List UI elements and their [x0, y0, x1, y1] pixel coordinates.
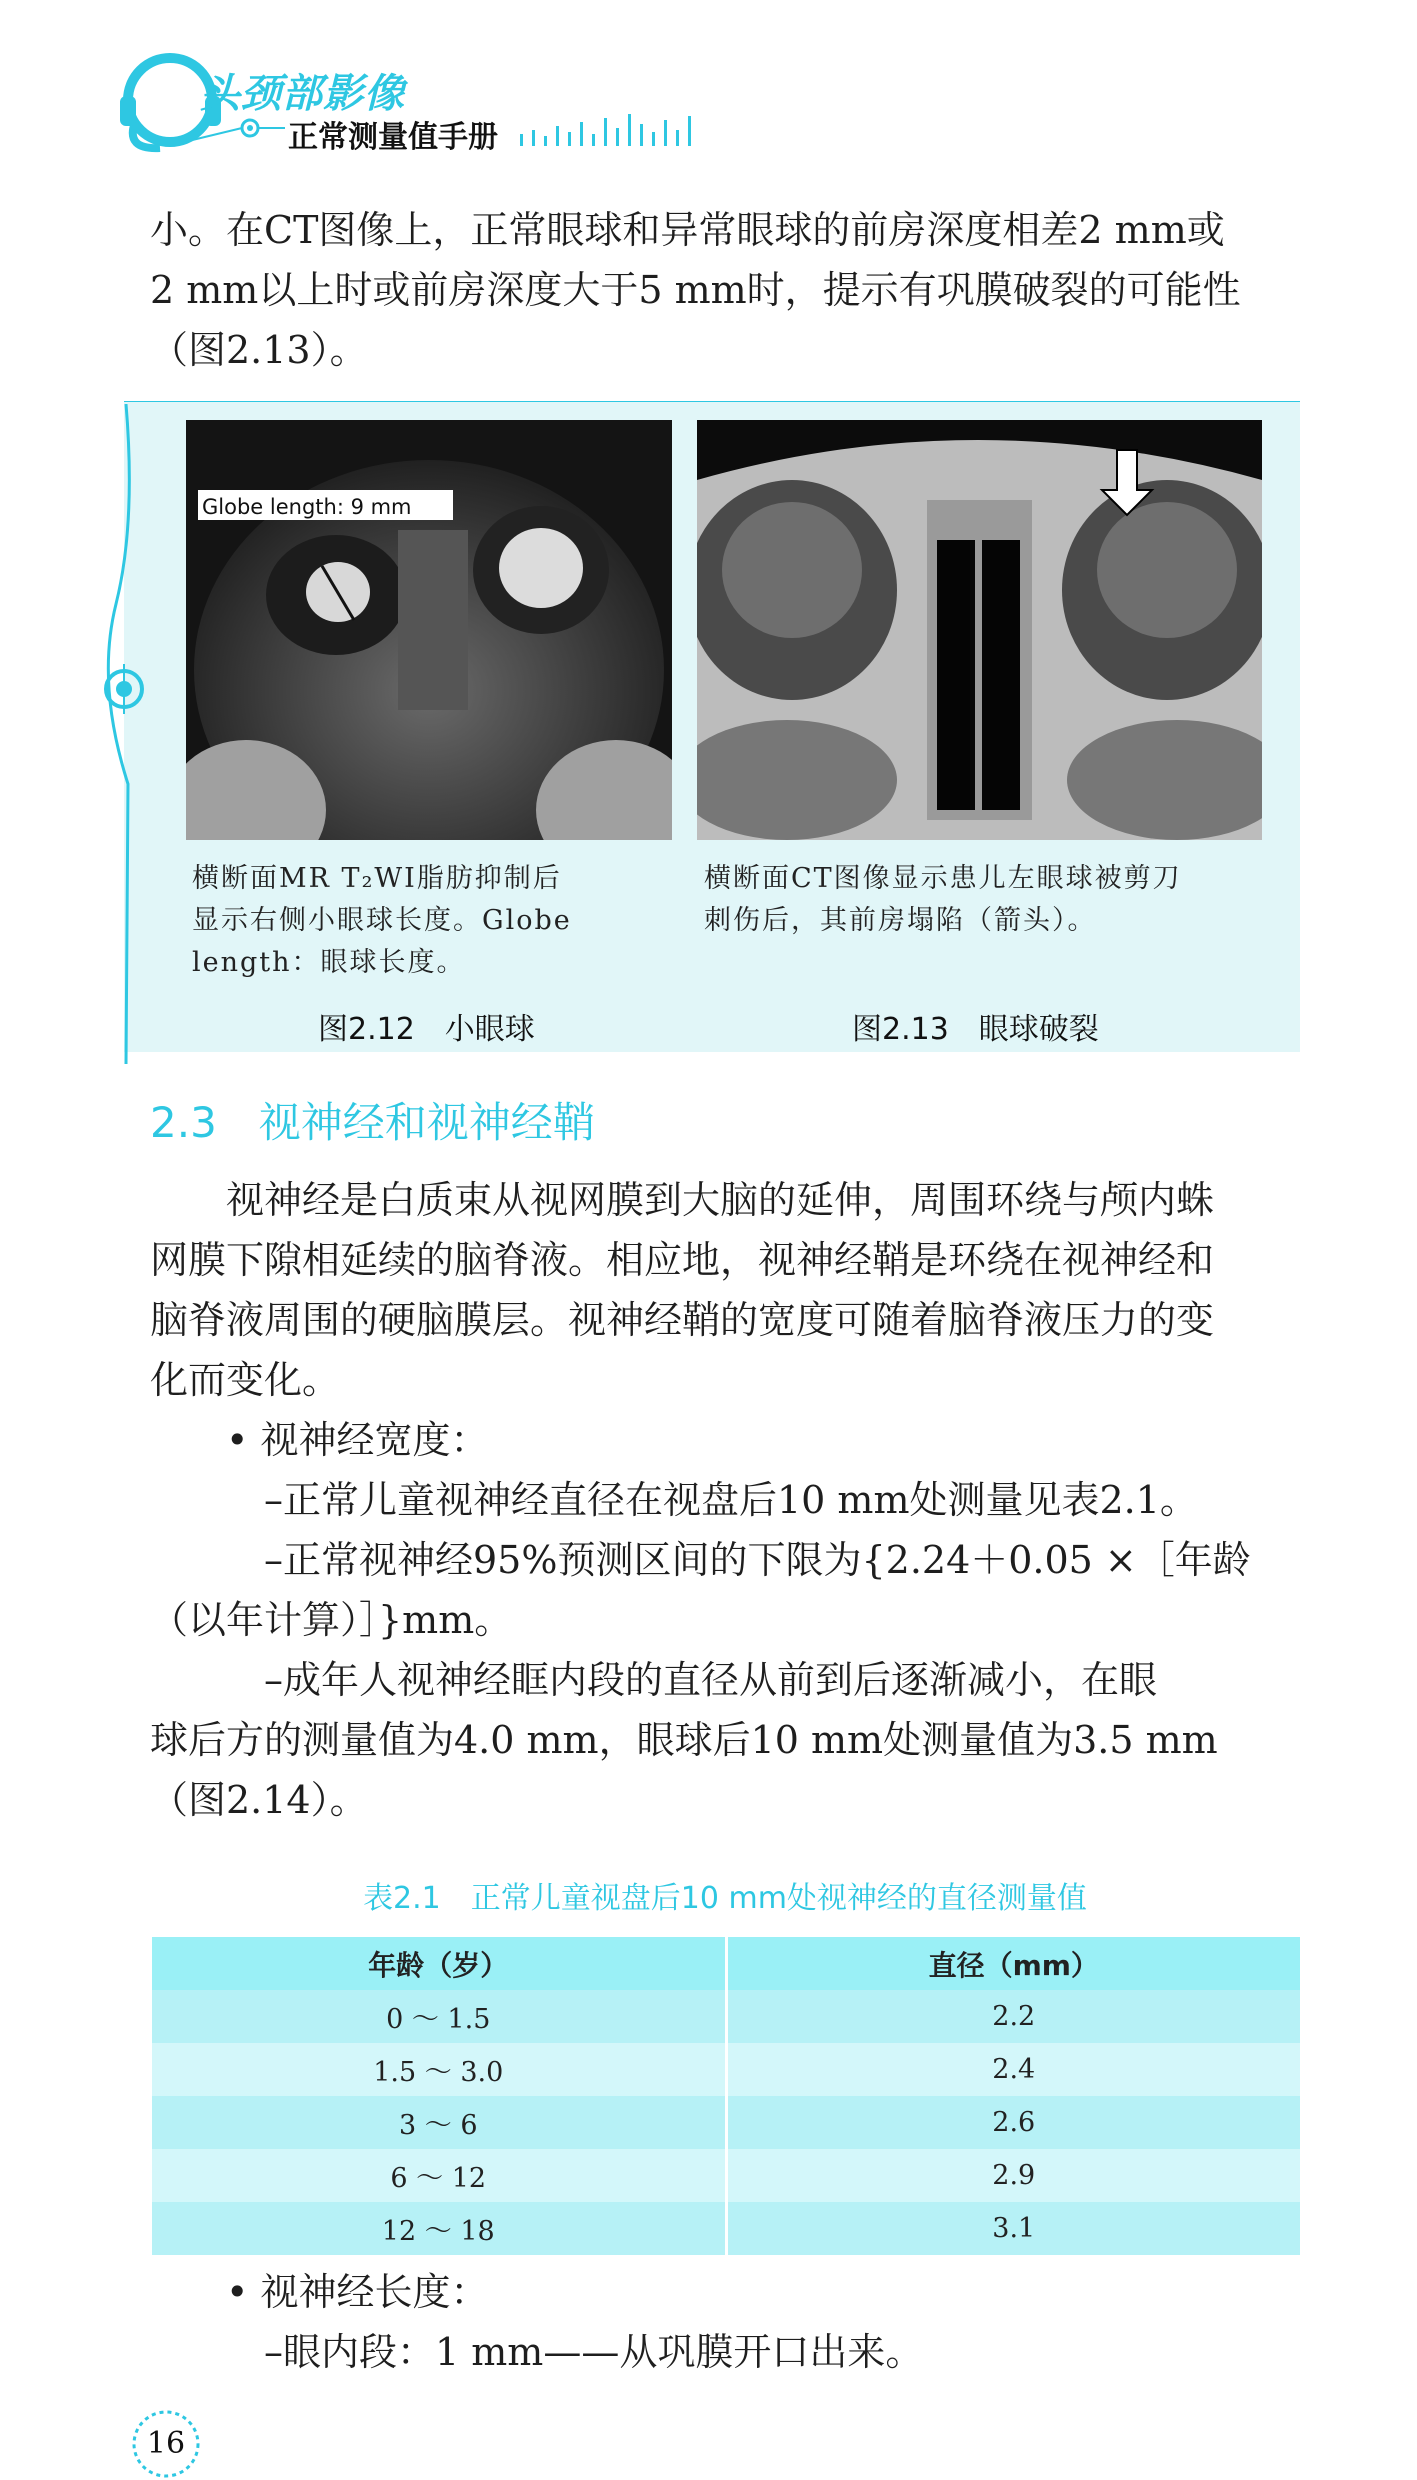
- table-row: [152, 2149, 1300, 2202]
- top-paragraph-line: 小。在CT图像上，正常眼球和异常眼球的前房深度相差2 mm或: [150, 208, 1225, 252]
- intro-paragraph: [150, 1170, 1300, 1410]
- side-ornament-icon: [96, 404, 156, 1064]
- table-row: [152, 2096, 1300, 2149]
- section-number: 2.3: [150, 1098, 217, 1147]
- list-item: （以年计算）］}mm。: [150, 1598, 513, 1642]
- cell-age: 3 ～ 6: [152, 2096, 726, 2149]
- list-item: –眼内段：1 mm——从巩膜开口出来。: [264, 2330, 924, 2374]
- header-subtitle: 正常测量值手册: [288, 120, 498, 155]
- intro-line: 脑脊液周围的硬脑膜层。视神经鞘的宽度可随着脑脊液压力的变: [150, 1298, 1215, 1342]
- cell-age: 12 ～ 18: [152, 2202, 726, 2255]
- header-ticks-decoration: [518, 112, 693, 146]
- list-item: （图2.14）。: [150, 1778, 368, 1822]
- cell-diameter: 2.9: [726, 2149, 1300, 2202]
- header-diameter: 直径（mm）: [726, 1937, 1300, 1990]
- figure-2-13-caption: [704, 858, 1274, 942]
- intro-line: 视神经是白质束从视网膜到大脑的延伸，周围环绕与颅内蛛: [226, 1178, 1215, 1222]
- mri-label: Globe length: 9 mm: [202, 495, 412, 519]
- section-heading: [150, 1090, 595, 1150]
- top-paragraph-line: （图2.13）。: [150, 328, 368, 372]
- table-row: [152, 2202, 1300, 2255]
- header-title: 头颈部影像: [200, 71, 405, 117]
- top-paragraph: [150, 200, 1300, 380]
- ct-image: [697, 420, 1262, 840]
- bullet-width: • 视神经宽度：: [226, 1418, 489, 1462]
- caption-line: 横断面MR T₂WI脂肪抑制后: [192, 863, 562, 894]
- cell-age: 1.5 ～ 3.0: [152, 2043, 726, 2096]
- cell-diameter: 3.1: [726, 2202, 1300, 2255]
- table-row: [152, 1990, 1300, 2043]
- header-age: 年龄（岁）: [152, 1937, 726, 1990]
- section-title: 视神经和视神经鞘: [258, 1098, 595, 1147]
- cell-diameter: 2.2: [726, 1990, 1300, 2043]
- cell-diameter: 2.4: [726, 2043, 1300, 2096]
- figure-2-13-title: 图2.13 眼球破裂: [852, 1012, 1099, 1047]
- figure-2-12-title: 图2.12 小眼球: [318, 1012, 535, 1047]
- page-number: 16: [146, 2426, 186, 2461]
- cell-diameter: 2.6: [726, 2096, 1300, 2149]
- top-paragraph-line: 2 mm以上时或前房深度大于5 mm时，提示有巩膜破裂的可能性: [150, 268, 1241, 312]
- list-item: 球后方的测量值为4.0 mm，眼球后10 mm处测量值为3.5 mm: [150, 1718, 1218, 1762]
- table-title: 表2.1 正常儿童视盘后10 mm处视神经的直径测量值: [363, 1881, 1087, 1916]
- optic-nerve-width-list: [150, 1410, 1300, 1830]
- list-item: –正常儿童视神经直径在视盘后10 mm处测量见表2.1。: [264, 1478, 1198, 1522]
- mri-image: [186, 420, 672, 840]
- table-row: [152, 2043, 1300, 2096]
- figure-2-12-caption: [192, 858, 672, 984]
- caption-line: 横断面CT图像显示患儿左眼球被剪刀: [704, 863, 1182, 894]
- list-item: –正常视神经95%预测区间的下限为{2.24＋0.05 ×［年龄: [264, 1538, 1251, 1582]
- caption-line: length：眼球长度。: [192, 947, 466, 978]
- caption-line: 刺伤后，其前房塌陷（箭头）。: [704, 905, 1097, 936]
- table-header-row: [152, 1937, 1300, 1990]
- cell-age: 6 ～ 12: [152, 2149, 726, 2202]
- cell-age: 0 ～ 1.5: [152, 1990, 726, 2043]
- optic-nerve-length-list: [150, 2262, 1300, 2382]
- caption-line: 显示右侧小眼球长度。Globe: [192, 905, 572, 936]
- diameter-table: [152, 1937, 1300, 2255]
- bullet-length: • 视神经长度：: [226, 2270, 489, 2314]
- list-item: –成年人视神经眶内段的直径从前到后逐渐减小，在眼: [264, 1658, 1158, 1702]
- intro-line: 化而变化。: [150, 1358, 341, 1402]
- intro-line: 网膜下隙相延续的脑脊液。相应地，视神经鞘是环绕在视神经和: [150, 1238, 1215, 1282]
